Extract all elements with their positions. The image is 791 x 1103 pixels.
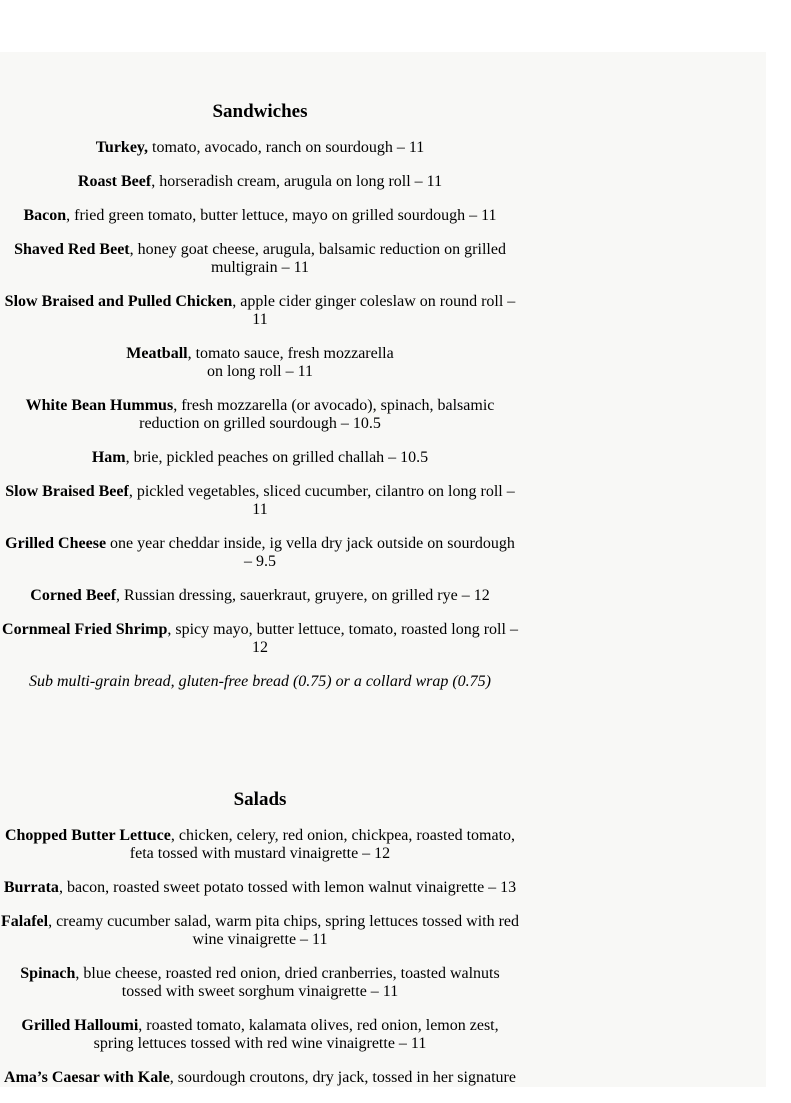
item-name: Roast Beef: [77, 173, 152, 190]
item-description: , horseradish cream, arugula on long roll – 11: [151, 173, 443, 190]
sandwiches-section: [0, 100, 520, 691]
item-description: one year cheddar inside, ig vella dry jack outside on sourdough – 9.5: [106, 535, 515, 570]
menu-item-corned-beef: [0, 587, 520, 605]
item-description: , Russian dressing, sauerkraut, gruyere, on grilled rye – 12: [116, 587, 490, 604]
sandwiches-heading: Sandwiches: [212, 101, 308, 122]
item-name: Slow Braised and Pulled Chicken: [4, 293, 233, 310]
item-description: , fried green tomato, butter lettuce, mayo on grilled sourdough – 11: [66, 207, 497, 224]
item-name: Turkey,: [95, 139, 149, 156]
item-description: , fresh mozzarella (or avocado), spinach, balsamic reduction on grilled sourdough – 10.5: [139, 397, 495, 432]
item-name: Chopped Butter Lettuce: [4, 827, 171, 844]
item-name: Ama’s Caesar with Kale: [4, 1069, 170, 1086]
menu-item-pulled-chicken: [0, 293, 520, 329]
menu-item-bacon: [0, 207, 520, 225]
item-description: , honey goat cheese, arugula, balsamic reduction on grilled multigrain – 11: [129, 241, 506, 276]
item-name: Grilled Halloumi: [21, 1017, 139, 1034]
item-name: Corned Beef: [30, 587, 117, 604]
item-name: Grilled Cheese: [5, 535, 107, 552]
bread-substitution-note: Sub multi-grain bread, gluten-free bread (0.75) or a collard wrap (0.75): [28, 673, 492, 690]
menu-item-fried-shrimp: [0, 621, 520, 657]
item-name: Shaved Red Beet: [14, 241, 130, 258]
menu-item-slow-braised-beef: [0, 483, 520, 519]
item-description: tomato, avocado, ranch on sourdough – 11: [148, 139, 425, 156]
page-top-margin: [0, 0, 791, 52]
menu-item-burrata: [0, 879, 520, 897]
item-description: , spicy mayo, butter lettuce, tomato, roasted long roll – 12: [167, 621, 518, 656]
item-name: Meatball: [126, 345, 188, 362]
menu-item-turkey: [0, 139, 520, 157]
item-description-line-2: on long roll – 11: [206, 363, 314, 380]
item-name: Slow Braised Beef: [5, 483, 129, 500]
item-description: , creamy cucumber salad, warm pita chips, spring lettuces tossed with red wine vinaigrette – 11: [48, 913, 520, 948]
menu-item-white-bean-hummus: [0, 397, 520, 433]
item-description: , chicken, celery, red onion, chickpea, roasted tomato, feta tossed with mustard vinaigrette – 12: [129, 827, 516, 862]
item-name: Cornmeal Fried Shrimp: [2, 621, 168, 638]
item-name: White Bean Hummus: [25, 397, 174, 414]
item-description: , pickled vegetables, sliced cucumber, cilantro on long roll – 11: [128, 483, 515, 518]
item-description: , apple cider ginger coleslaw on round roll – 11: [232, 293, 516, 328]
item-name: Bacon: [23, 207, 67, 224]
item-description: , tomato sauce, fresh mozzarella: [187, 345, 394, 362]
item-name: Ham: [91, 449, 126, 466]
menu-item-meatball: [0, 345, 520, 381]
menu-item-ham: [0, 449, 520, 467]
item-name: Spinach: [20, 965, 76, 982]
menu-item-caesar-kale: [0, 1069, 520, 1087]
menu-item-shaved-red-beet: [0, 241, 520, 277]
salads-heading: Salads: [233, 789, 287, 810]
menu-item-grilled-halloumi: [0, 1017, 520, 1053]
menu-item-grilled-cheese: [0, 535, 520, 571]
menu-page: [0, 52, 766, 1087]
menu-item-falafel: [0, 913, 520, 949]
item-description: , brie, pickled peaches on grilled challah – 10.5: [125, 449, 429, 466]
salads-section: [0, 788, 520, 1103]
item-description: , blue cheese, roasted red onion, dried cranberries, toasted walnuts tossed with sweet sorghum vinaigrette – 11: [75, 965, 500, 1000]
menu-item-chopped-butter-lettuce: [0, 827, 520, 863]
item-description: , sourdough croutons, dry jack, tossed in her signature: [169, 1069, 516, 1086]
menu-item-spinach: [0, 965, 520, 1001]
item-name: Falafel: [0, 913, 49, 930]
item-description: , bacon, roasted sweet potato tossed with lemon walnut vinaigrette – 13: [58, 879, 517, 896]
menu-item-roast-beef: [0, 173, 520, 191]
item-name: Burrata: [3, 879, 59, 896]
item-description: , roasted tomato, kalamata olives, red onion, lemon zest, spring lettuces tossed with red wine vinaigrette – 11: [93, 1017, 499, 1052]
